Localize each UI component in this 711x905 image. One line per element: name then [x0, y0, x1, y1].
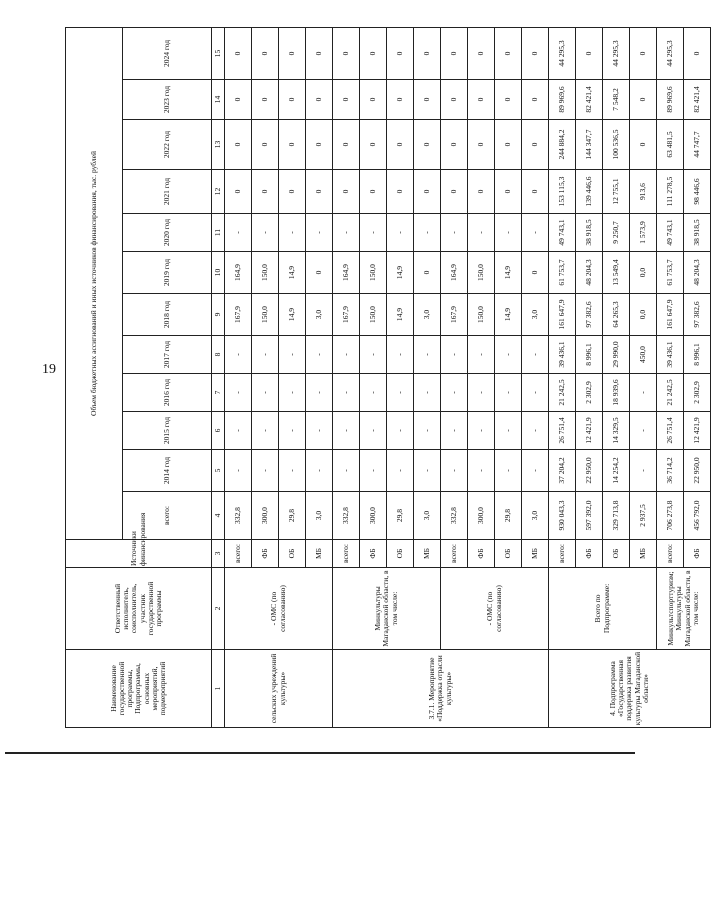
header-year: 2018 год	[123, 294, 212, 336]
value-cell: 0	[225, 80, 252, 120]
value-cell: -	[360, 412, 387, 450]
column-numbers-row	[212, 27, 225, 727]
value-cell: -	[495, 214, 522, 252]
value-cell: -	[279, 374, 306, 412]
value-cell: -	[306, 336, 333, 374]
value-cell: -	[522, 336, 549, 374]
value-cell: 44 295,3	[657, 27, 684, 79]
value-cell: 0	[360, 170, 387, 214]
executor-cell: Минкультуры Магаданской области, в том числе:	[333, 568, 441, 650]
value-cell: -	[306, 450, 333, 492]
header-program-name: Наименование государственной программы, Подпрограммы, основных мероприятий, подмероприятий	[66, 650, 212, 728]
value-cell: -	[360, 450, 387, 492]
value-cell: 44 295,3	[549, 27, 576, 79]
column-number: 14	[212, 80, 225, 120]
value-cell: 22 950,0	[576, 450, 603, 492]
value-cell: 14,9	[387, 252, 414, 294]
value-cell: 29 990,0	[603, 336, 630, 374]
value-cell: -	[333, 374, 360, 412]
value-cell: 0	[360, 120, 387, 170]
value-cell: 37 204,2	[549, 450, 576, 492]
header-year: 2015 год	[123, 412, 212, 450]
value-cell: 0	[306, 27, 333, 79]
value-cell: -	[225, 412, 252, 450]
value-cell: 0	[387, 170, 414, 214]
value-cell: -	[630, 374, 657, 412]
source-cell: ФБ	[576, 540, 603, 568]
value-cell: 0	[279, 170, 306, 214]
value-cell: 450,0	[630, 336, 657, 374]
value-cell: -	[360, 336, 387, 374]
value-cell: -	[522, 214, 549, 252]
value-cell: 7 548,2	[603, 80, 630, 120]
value-cell: 167,9	[225, 294, 252, 336]
value-cell: 39 436,1	[657, 336, 684, 374]
value-cell: 0	[279, 27, 306, 79]
value-cell: 0,0	[630, 252, 657, 294]
value-cell: 21 242,5	[549, 374, 576, 412]
program-name-cell: сельских учреждений культуры»	[225, 650, 333, 728]
value-cell: -	[360, 214, 387, 252]
value-cell: 3,0	[414, 294, 441, 336]
value-cell: -	[306, 412, 333, 450]
column-number: 1	[212, 650, 225, 728]
value-cell: 63 481,5	[657, 120, 684, 170]
value-cell: 0	[306, 80, 333, 120]
program-name-cell: 3.7.1. Мероприятие «Поддержка отрасли культуры»	[333, 650, 549, 728]
value-cell: 49 743,1	[549, 214, 576, 252]
value-cell: 144 347,7	[576, 120, 603, 170]
value-cell: 0	[630, 120, 657, 170]
value-cell: -	[252, 336, 279, 374]
value-cell: 0	[468, 80, 495, 120]
source-cell: всего:	[333, 540, 360, 568]
value-cell: 930 043,3	[549, 492, 576, 540]
value-cell: 0	[630, 80, 657, 120]
value-cell: 153 115,3	[549, 170, 576, 214]
header-year: 2023 год	[123, 80, 212, 120]
value-cell: 26 751,4	[657, 412, 684, 450]
value-cell: 0,0	[630, 294, 657, 336]
value-cell: 3,0	[306, 492, 333, 540]
header-executor: Ответственный исполнитель, соисполнитель, участник государственной программы	[66, 568, 212, 650]
value-cell: 39 436,1	[549, 336, 576, 374]
source-cell: всего:	[657, 540, 684, 568]
value-cell: 300,0	[360, 492, 387, 540]
source-cell: ОБ	[387, 540, 414, 568]
value-cell: 167,9	[441, 294, 468, 336]
value-cell: 98 446,6	[684, 170, 711, 214]
table-row	[657, 27, 684, 727]
value-cell: 61 753,7	[657, 252, 684, 294]
value-cell: 97 382,6	[684, 294, 711, 336]
value-cell: 150,0	[252, 252, 279, 294]
value-cell: 164,9	[333, 252, 360, 294]
value-cell: 9 250,7	[603, 214, 630, 252]
value-cell: 2 302,9	[684, 374, 711, 412]
source-cell: всего:	[441, 540, 468, 568]
value-cell: 0	[441, 120, 468, 170]
source-cell: ФБ	[360, 540, 387, 568]
value-cell: 150,0	[360, 252, 387, 294]
value-cell: 0	[252, 120, 279, 170]
value-cell: -	[495, 336, 522, 374]
value-cell: 0	[522, 120, 549, 170]
table-row	[333, 27, 360, 727]
value-cell: -	[441, 214, 468, 252]
value-cell: 150,0	[468, 252, 495, 294]
header-year: 2021 год	[123, 170, 212, 214]
column-number: 6	[212, 412, 225, 450]
value-cell: 0	[279, 80, 306, 120]
header-row	[66, 27, 123, 727]
value-cell: 0	[576, 27, 603, 79]
value-cell: 150,0	[252, 294, 279, 336]
value-cell: -	[252, 450, 279, 492]
value-cell: 150,0	[468, 294, 495, 336]
header-year: 2022 год	[123, 120, 212, 170]
header-year: 2020 год	[123, 214, 212, 252]
value-cell: 0	[333, 27, 360, 79]
value-cell: 14,9	[279, 294, 306, 336]
value-cell: 64 265,3	[603, 294, 630, 336]
value-cell: 597 392,0	[576, 492, 603, 540]
value-cell: 332,8	[225, 492, 252, 540]
value-cell: 3,0	[414, 492, 441, 540]
column-number: 5	[212, 450, 225, 492]
value-cell: -	[414, 374, 441, 412]
value-cell: -	[630, 450, 657, 492]
table-row	[549, 27, 576, 727]
value-cell: 0	[333, 170, 360, 214]
value-cell: 12 421,9	[576, 412, 603, 450]
value-cell: 18 939,6	[603, 374, 630, 412]
value-cell: 26 751,4	[549, 412, 576, 450]
value-cell: 164,9	[441, 252, 468, 294]
value-cell: 0	[387, 80, 414, 120]
value-cell: 0	[414, 27, 441, 79]
value-cell: -	[279, 450, 306, 492]
value-cell: -	[522, 412, 549, 450]
value-cell: 22 950,0	[684, 450, 711, 492]
value-cell: -	[252, 214, 279, 252]
value-cell: 82 421,4	[684, 80, 711, 120]
value-cell: -	[360, 374, 387, 412]
value-cell: 0	[333, 80, 360, 120]
source-cell: всего:	[225, 540, 252, 568]
value-cell: 0	[387, 27, 414, 79]
value-cell: -	[495, 412, 522, 450]
value-cell: -	[306, 214, 333, 252]
value-cell: 0	[306, 252, 333, 294]
value-cell: 48 204,3	[576, 252, 603, 294]
value-cell: -	[522, 450, 549, 492]
value-cell: 0	[306, 120, 333, 170]
source-cell: ФБ	[468, 540, 495, 568]
header-source: Источники финансирования	[66, 540, 212, 568]
value-cell: -	[630, 412, 657, 450]
value-cell: -	[333, 214, 360, 252]
value-cell: 44 295,3	[603, 27, 630, 79]
value-cell: 29,8	[495, 492, 522, 540]
value-cell: 14,9	[387, 294, 414, 336]
header-year: всего:	[123, 492, 212, 540]
value-cell: 3,0	[306, 294, 333, 336]
value-cell: -	[468, 450, 495, 492]
value-cell: -	[387, 450, 414, 492]
value-cell: 0	[225, 120, 252, 170]
value-cell: 3,0	[522, 492, 549, 540]
value-cell: 0	[225, 170, 252, 214]
value-cell: -	[333, 412, 360, 450]
value-cell: -	[468, 412, 495, 450]
value-cell: 0	[414, 170, 441, 214]
value-cell: -	[495, 374, 522, 412]
value-cell: 0	[360, 80, 387, 120]
value-cell: 0	[441, 80, 468, 120]
value-cell: 161 647,9	[657, 294, 684, 336]
source-cell: ОБ	[603, 540, 630, 568]
value-cell: 0	[522, 80, 549, 120]
value-cell: 29,8	[279, 492, 306, 540]
column-number: 13	[212, 120, 225, 170]
value-cell: -	[279, 412, 306, 450]
value-cell: 913,6	[630, 170, 657, 214]
value-cell: 161 647,9	[549, 294, 576, 336]
value-cell: 0	[279, 120, 306, 170]
column-number: 2	[212, 568, 225, 650]
value-cell: 332,8	[333, 492, 360, 540]
executor-cell: - ОМС (по согласованию)	[441, 568, 549, 650]
value-cell: 0	[441, 27, 468, 79]
header-year: 2016 год	[123, 374, 212, 412]
table-row	[441, 27, 468, 727]
value-cell: 167,9	[333, 294, 360, 336]
value-cell: -	[387, 374, 414, 412]
value-cell: 456 792,0	[684, 492, 711, 540]
page-number: 19	[42, 362, 56, 377]
value-cell: 14 254,2	[603, 450, 630, 492]
value-cell: 0	[414, 252, 441, 294]
value-cell: -	[495, 450, 522, 492]
value-cell: 2 302,9	[576, 374, 603, 412]
value-cell: -	[522, 374, 549, 412]
value-cell: -	[468, 336, 495, 374]
value-cell: 0	[414, 120, 441, 170]
value-cell: 12 755,1	[603, 170, 630, 214]
value-cell: 0	[468, 170, 495, 214]
value-cell: -	[279, 336, 306, 374]
value-cell: 0	[522, 252, 549, 294]
header-year: 2017 год	[123, 336, 212, 374]
source-cell: МБ	[306, 540, 333, 568]
source-cell: всего:	[549, 540, 576, 568]
value-cell: -	[387, 336, 414, 374]
value-cell: 0	[522, 170, 549, 214]
value-cell: 48 204,3	[684, 252, 711, 294]
value-cell: 0	[630, 27, 657, 79]
value-cell: 12 421,9	[684, 412, 711, 450]
value-cell: 300,0	[468, 492, 495, 540]
value-cell: -	[333, 450, 360, 492]
column-number: 12	[212, 170, 225, 214]
executor-cell: - ОМС (по согласованию)	[225, 568, 333, 650]
value-cell: -	[225, 450, 252, 492]
value-cell: 244 884,2	[549, 120, 576, 170]
value-cell: 0	[333, 120, 360, 170]
value-cell: 0	[684, 27, 711, 79]
value-cell: 0	[387, 120, 414, 170]
value-cell: 0	[495, 27, 522, 79]
value-cell: 706 273,8	[657, 492, 684, 540]
value-cell: 14,9	[279, 252, 306, 294]
value-cell: 89 969,6	[549, 80, 576, 120]
value-cell: 49 743,1	[657, 214, 684, 252]
column-number: 3	[212, 540, 225, 568]
value-cell: -	[414, 450, 441, 492]
value-cell: 0	[468, 120, 495, 170]
value-cell: 61 753,7	[549, 252, 576, 294]
column-number: 11	[212, 214, 225, 252]
value-cell: -	[333, 336, 360, 374]
value-cell: -	[279, 214, 306, 252]
value-cell: 139 446,6	[576, 170, 603, 214]
value-cell: -	[414, 412, 441, 450]
value-cell: -	[414, 214, 441, 252]
source-cell: ФБ	[684, 540, 711, 568]
header-year: 2014 год	[123, 450, 212, 492]
executor-cell: Минкультспорттуризм; Минкультуры Магаданской области, в том числе:	[657, 568, 711, 650]
value-cell: 300,0	[252, 492, 279, 540]
value-cell: 0	[252, 80, 279, 120]
value-cell: -	[225, 336, 252, 374]
value-cell: -	[468, 214, 495, 252]
value-cell: 0	[414, 80, 441, 120]
value-cell: 332,8	[441, 492, 468, 540]
value-cell: 38 918,5	[576, 214, 603, 252]
value-cell: 0	[495, 120, 522, 170]
financing-table	[65, 27, 711, 728]
value-cell: -	[306, 374, 333, 412]
value-cell: 29,8	[387, 492, 414, 540]
value-cell: -	[468, 374, 495, 412]
source-cell: ФБ	[252, 540, 279, 568]
value-cell: 36 714,2	[657, 450, 684, 492]
column-number: 10	[212, 252, 225, 294]
source-cell: МБ	[522, 540, 549, 568]
value-cell: -	[225, 374, 252, 412]
value-cell: 0	[360, 27, 387, 79]
value-cell: 8 996,1	[576, 336, 603, 374]
value-cell: 97 382,6	[576, 294, 603, 336]
column-number: 9	[212, 294, 225, 336]
column-number: 15	[212, 27, 225, 79]
value-cell: 100 536,5	[603, 120, 630, 170]
source-cell: МБ	[630, 540, 657, 568]
value-cell: 150,0	[360, 294, 387, 336]
value-cell: -	[387, 214, 414, 252]
value-cell: 0	[495, 80, 522, 120]
value-cell: 14,9	[495, 252, 522, 294]
column-number: 8	[212, 336, 225, 374]
value-cell: 0	[468, 27, 495, 79]
value-cell: 89 969,6	[657, 80, 684, 120]
value-cell: 0	[306, 170, 333, 214]
value-cell: -	[387, 412, 414, 450]
value-cell: -	[441, 412, 468, 450]
table-body	[66, 27, 711, 727]
value-cell: 13 549,4	[603, 252, 630, 294]
value-cell: -	[252, 374, 279, 412]
value-cell: 0	[252, 27, 279, 79]
value-cell: 111 278,5	[657, 170, 684, 214]
value-cell: -	[414, 336, 441, 374]
value-cell: 1 573,9	[630, 214, 657, 252]
value-cell: 14,9	[495, 294, 522, 336]
column-number: 7	[212, 374, 225, 412]
value-cell: 2 937,5	[630, 492, 657, 540]
value-cell: 3,0	[522, 294, 549, 336]
value-cell: 38 918,5	[684, 214, 711, 252]
value-cell: 0	[225, 27, 252, 79]
column-number: 4	[212, 492, 225, 540]
value-cell: 82 421,4	[576, 80, 603, 120]
header-financing-group: Объем бюджетных ассигнований и иных источников финансирования, тыс. рублей	[66, 27, 123, 539]
value-cell: 0	[252, 170, 279, 214]
value-cell: -	[441, 336, 468, 374]
value-cell: 8 996,1	[684, 336, 711, 374]
value-cell: -	[252, 412, 279, 450]
header-year: 2019 год	[123, 252, 212, 294]
value-cell: 329 713,8	[603, 492, 630, 540]
value-cell: 0	[522, 27, 549, 79]
source-cell: ОБ	[495, 540, 522, 568]
value-cell: -	[225, 214, 252, 252]
bottom-divider	[5, 752, 635, 754]
value-cell: 0	[441, 170, 468, 214]
value-cell: -	[441, 450, 468, 492]
source-cell: ОБ	[279, 540, 306, 568]
table-row	[225, 27, 252, 727]
value-cell: 44 747,7	[684, 120, 711, 170]
executor-cell: Всего по Подпрограмме:	[549, 568, 657, 650]
source-cell: МБ	[414, 540, 441, 568]
value-cell: 0	[495, 170, 522, 214]
value-cell: 21 242,5	[657, 374, 684, 412]
rotated-table-wrapper	[65, 28, 701, 728]
value-cell: 164,9	[225, 252, 252, 294]
program-name-cell: 4. Подпрограмма «Государственная поддержка развития культуры Магаданской области»	[549, 650, 711, 728]
header-year: 2024 год	[123, 27, 212, 79]
value-cell: -	[441, 374, 468, 412]
value-cell: 14 329,5	[603, 412, 630, 450]
